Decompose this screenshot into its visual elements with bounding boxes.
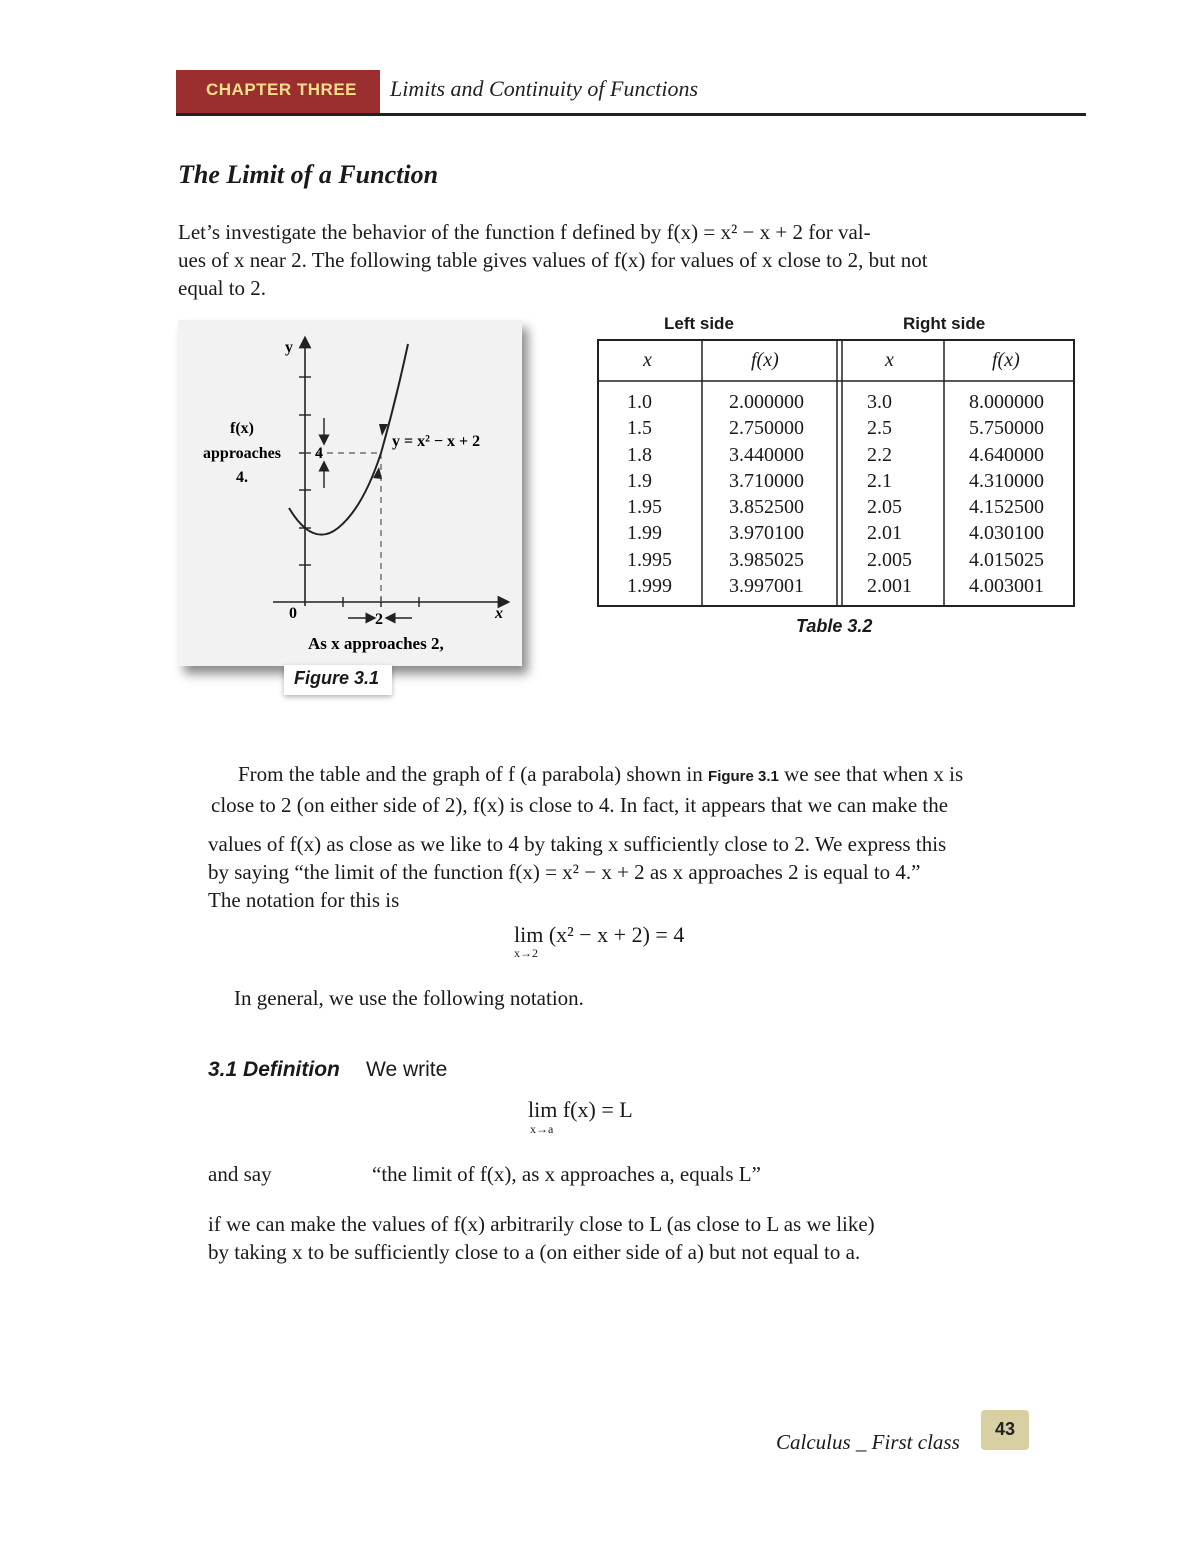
parabola-graph — [178, 320, 522, 666]
curve-label: y = x² − x + 2 — [392, 433, 481, 450]
table-cell: 2.5 — [867, 417, 892, 440]
table-cell: 3.997001 — [729, 575, 804, 598]
intro-line-2: ues of x near 2. The following table gives values of f(x) for values of x close to 2, but not — [178, 248, 928, 272]
figure-frame — [178, 320, 522, 666]
table-cell: 1.99 — [627, 522, 662, 545]
table-cell: 1.5 — [627, 417, 652, 440]
intro-line-1: Let’s investigate the behavior of the function f defined by f(x) = x² − x + 2 for val- — [178, 220, 871, 244]
table-header-left-fx: f(x) — [751, 349, 779, 371]
table-cell: 3.852500 — [729, 496, 804, 519]
x-approach-label: As x approaches 2, — [308, 634, 444, 653]
table-cell: 1.95 — [627, 496, 662, 519]
tick-label-2: 2 — [375, 611, 383, 628]
definition-title: 3.1 Definition — [208, 1058, 340, 1081]
table-cell: 4.015025 — [969, 548, 1044, 571]
section-title: The Limit of a Function — [178, 160, 439, 189]
intro-line-3: equal to 2. — [178, 276, 267, 300]
table-cell: 2.005 — [867, 548, 912, 571]
approach-label-line-3: 4. — [236, 469, 248, 486]
table-cell: 2.01 — [867, 522, 902, 545]
figure-reference: Figure 3.1 — [708, 768, 779, 785]
left-side-label: Left side — [664, 314, 734, 333]
explanation-line-1b: we see that when x is — [778, 762, 964, 786]
table-cell: 1.999 — [627, 575, 672, 598]
table-cell: 8.000000 — [969, 391, 1044, 413]
explanation-paragraph — [208, 760, 1038, 819]
table-header-right-x: x — [885, 349, 894, 371]
table-cell: 2.05 — [867, 496, 902, 519]
table-cell: 3.440000 — [729, 443, 804, 466]
tick-label-4: 4 — [315, 445, 323, 462]
table-cell: 2.000000 — [729, 391, 804, 413]
explanation-line-2: close to 2 (on either side of 2), f(x) is close to 4. In fact, it appears that we can make the — [211, 793, 949, 817]
table-cell: 4.152500 — [969, 496, 1044, 519]
and-say-text: and say — [208, 1162, 272, 1186]
page-number: 43 — [994, 1419, 1016, 1439]
table-cell: 2.750000 — [729, 417, 804, 440]
right-side-label: Right side — [903, 314, 986, 333]
lim-operator: lim — [528, 1097, 558, 1122]
lim-operator: lim — [514, 922, 544, 947]
table-cell: 4.310000 — [969, 469, 1044, 492]
figure-caption: Figure 3.1 — [294, 668, 380, 688]
approach-label-line-1: f(x) — [230, 420, 254, 437]
table-cell: 3.710000 — [729, 469, 804, 492]
limit-expression: (x² − x + 2) = 4 — [548, 922, 685, 947]
column-left-x — [627, 389, 672, 599]
table-cell: 3.970100 — [729, 522, 804, 545]
explanation-line-3: values of f(x) as close as we like to 4 by taking x sufficiently close to 2. We express this — [208, 832, 947, 856]
table-cell: 1.9 — [627, 469, 652, 492]
column-left-fx — [729, 389, 804, 599]
explanation-line-1a: From the table and the graph of f (a parabola) shown in — [238, 762, 709, 786]
explanation-line-5: The notation for this is — [208, 888, 400, 912]
limit-formula-definition — [528, 1097, 633, 1123]
explanation-paragraph-continued — [208, 830, 1038, 914]
chapter-label: CHAPTER THREE — [206, 80, 358, 99]
definition-we-write: We write — [366, 1058, 448, 1081]
values-table — [597, 339, 1075, 607]
table-cell: 4.003001 — [969, 575, 1044, 598]
header-rule — [176, 113, 1086, 116]
column-right-x — [867, 389, 912, 599]
intro-paragraph — [178, 218, 1008, 302]
table-cell: 1.995 — [627, 548, 672, 571]
x-axis-label: x — [495, 605, 503, 622]
table-cell: 2.1 — [867, 469, 892, 492]
table-cell: 2.2 — [867, 443, 892, 466]
general-notation-text: In general, we use the following notation. — [234, 986, 584, 1010]
parabola-curve — [289, 344, 408, 535]
definition-quote: “the limit of f(x), as x approaches a, equals L” — [372, 1162, 761, 1186]
table-caption: Table 3.2 — [796, 616, 873, 636]
table-header-right-fx: f(x) — [992, 349, 1020, 371]
limit-formula-1 — [514, 922, 684, 948]
table-cell: 1.8 — [627, 443, 652, 466]
definition-condition-line-2: by taking x to be sufficiently close to a (on either side of a) but not equal to a. — [208, 1240, 861, 1264]
table-cell: 3.0 — [867, 391, 892, 413]
table-cell: 1.0 — [627, 391, 652, 413]
origin-label: 0 — [289, 605, 297, 622]
definition-condition — [208, 1210, 1038, 1266]
approach-label-line-2: approaches — [203, 445, 281, 462]
footer-text: Calculus _ First class — [776, 1430, 960, 1454]
table-cell: 2.001 — [867, 575, 912, 598]
y-axis-label: y — [285, 339, 293, 356]
lim-subscript: x→a — [530, 1122, 554, 1136]
lim-subscript: x→2 — [514, 946, 538, 960]
table-cell: 3.985025 — [729, 548, 804, 571]
explanation-line-4: by saying “the limit of the function f(x) = x² − x + 2 as x approaches 2 is equal to 4.” — [208, 860, 921, 884]
table-cell: 4.640000 — [969, 443, 1044, 466]
limit-expression: f(x) = L — [562, 1097, 633, 1122]
table-header-left-x: x — [643, 349, 652, 371]
chapter-title: Limits and Continuity of Functions — [390, 76, 699, 101]
table-cell: 4.030100 — [969, 522, 1044, 545]
table-cell: 5.750000 — [969, 417, 1044, 440]
definition-condition-line-1: if we can make the values of f(x) arbitrarily close to L (as close to L as we like) — [208, 1212, 875, 1236]
column-right-fx — [969, 389, 1044, 599]
explanation-line-1 — [208, 760, 1038, 791]
